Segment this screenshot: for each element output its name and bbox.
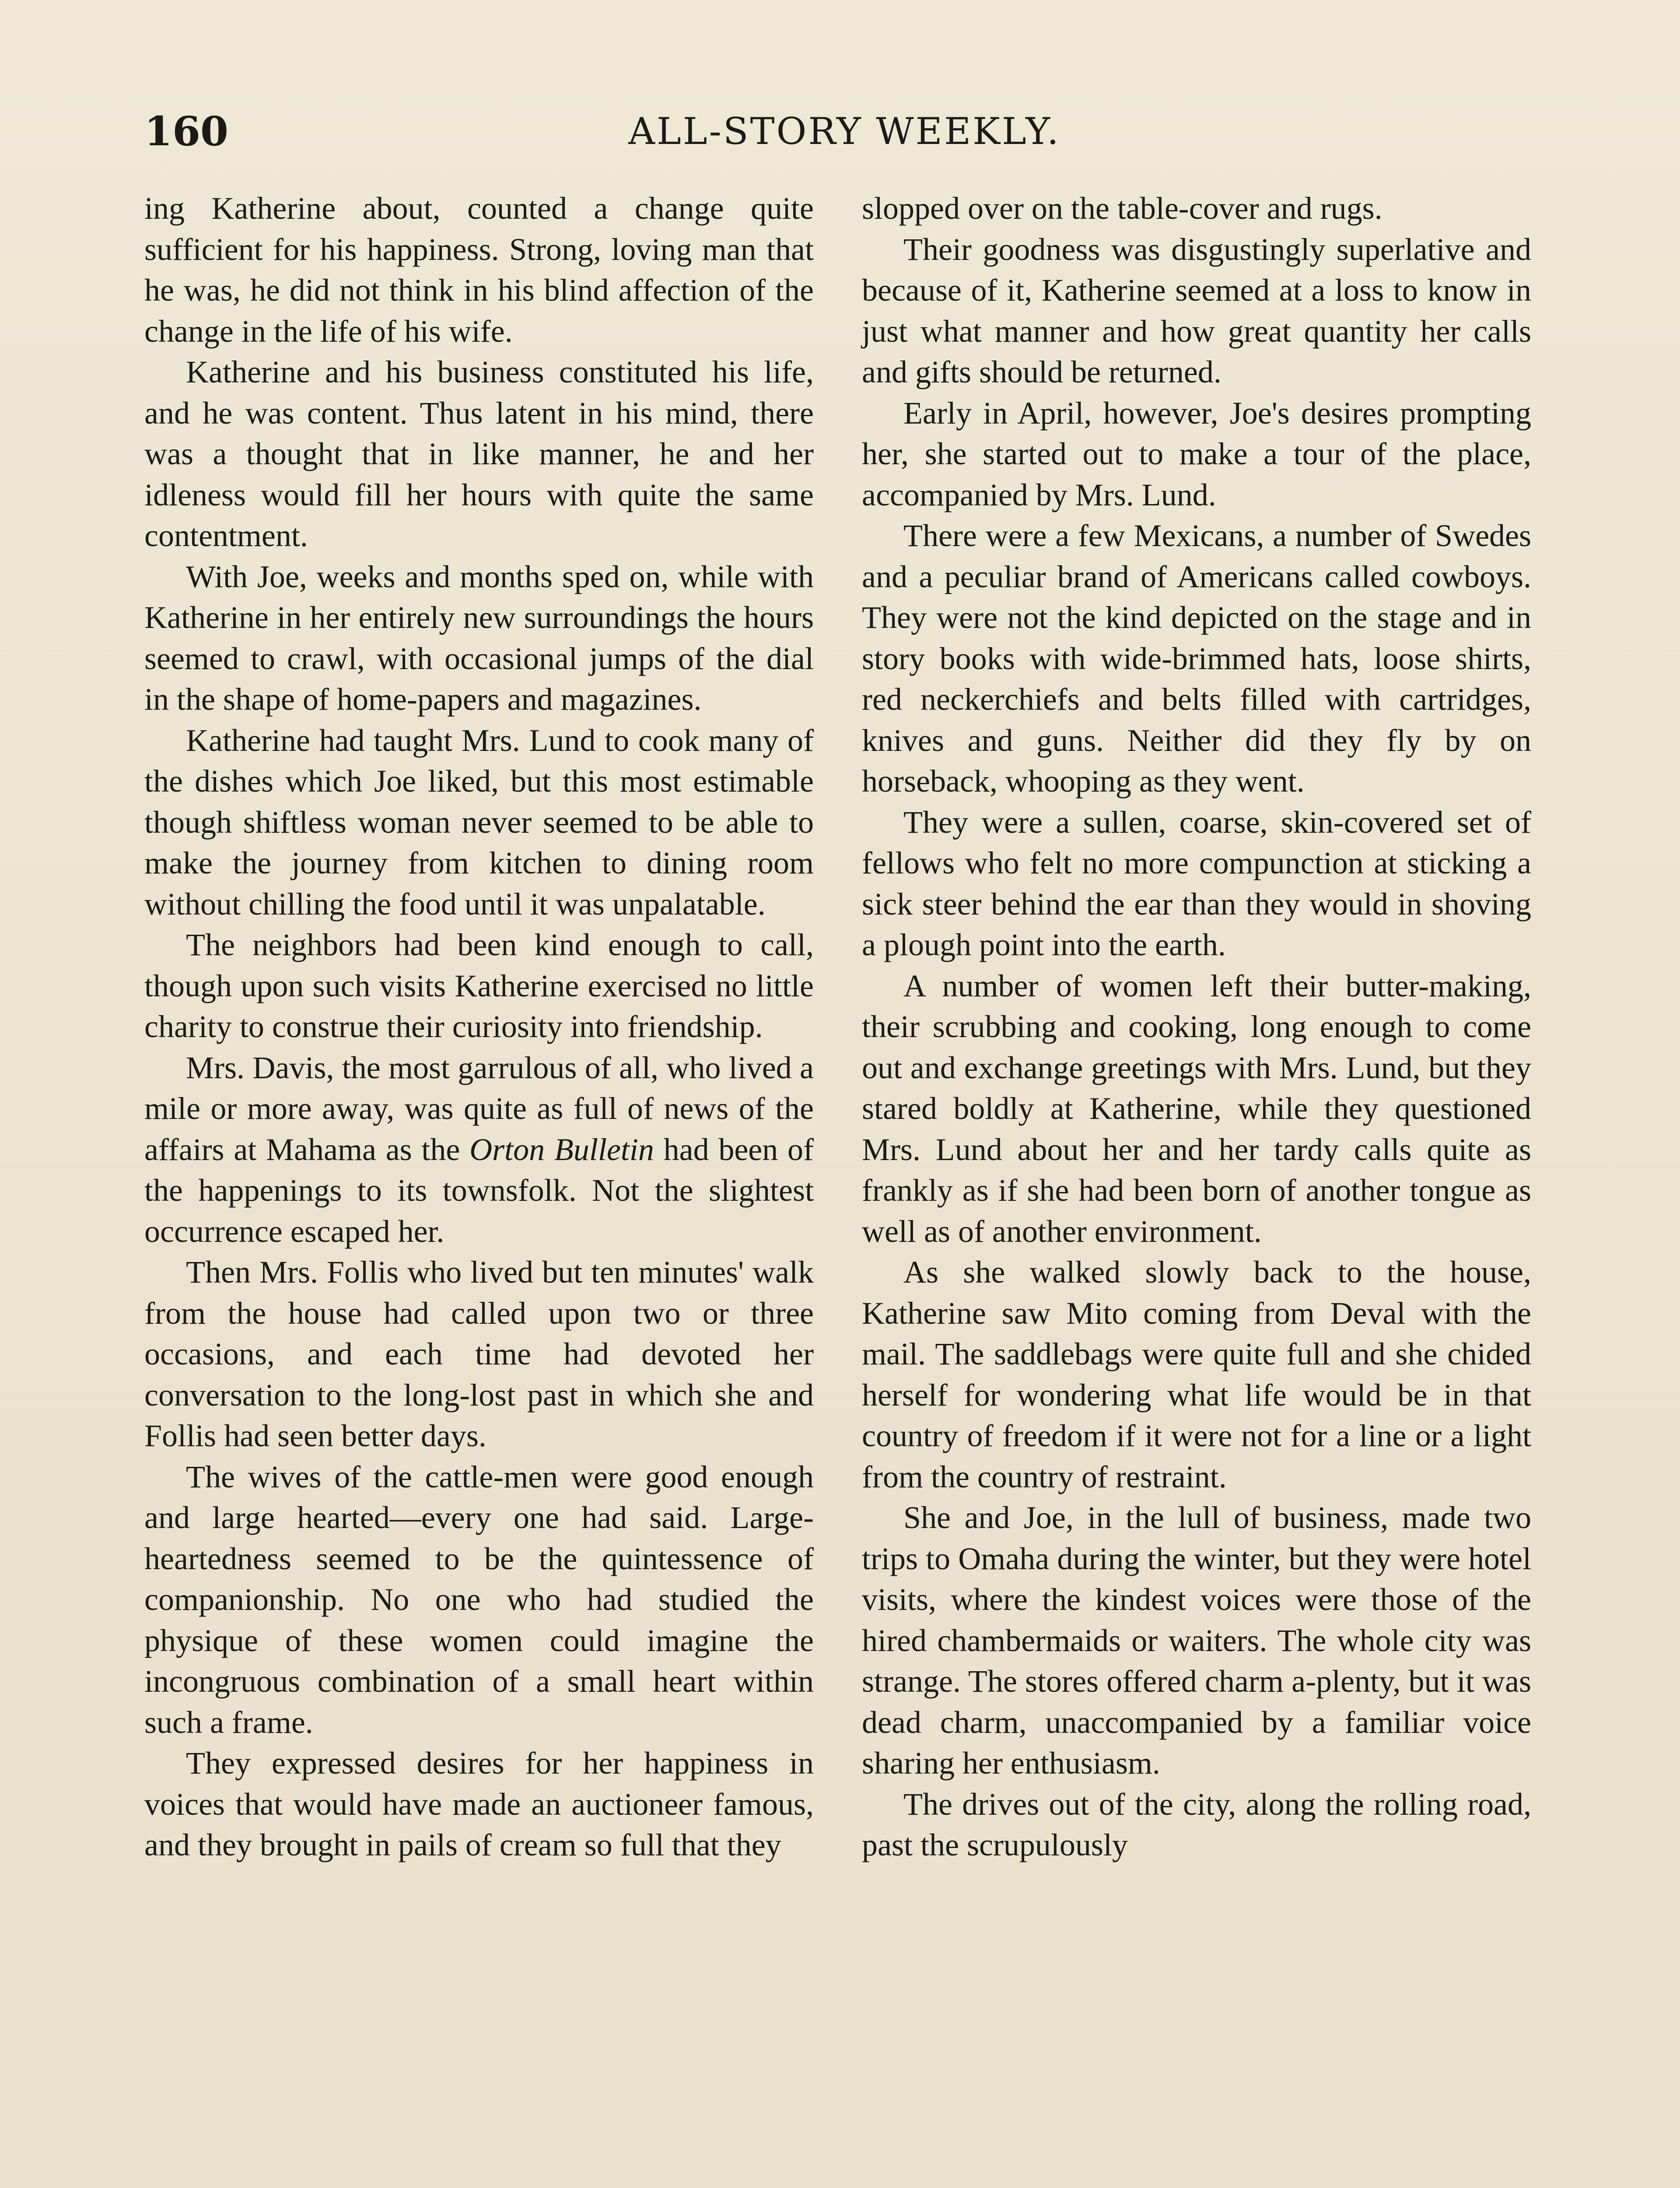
page-header — [144, 101, 1544, 162]
paragraph: As she walked slowly back to the house, Katherine saw Mito coming from Deval with the mail. The saddlebags were quite full and she chided herself for wondering what life would be in that country of freedom if it were not for a line or a light from the country of restraint. — [862, 1255, 1531, 1494]
paragraph: She and Joe, in the lull of business, made two trips to Omaha during the winter, but they were hotel visits, where the kindest voices were those of the hired chambermaids or waiters. The whole city was strange. The stores offered charm a-plenty, but it was dead charm, unaccompanied by a familiar voice sharing her enthusiasm. — [862, 1500, 1531, 1781]
paragraph: slopped over on the table-cover and rugs. — [862, 191, 1382, 226]
paragraph: Then Mrs. Follis who lived but ten minutes' walk from the house had called upon two or three occasions, and each time had devoted her conversation to the long-lost past in which she and Follis had seen better days. — [144, 1255, 814, 1453]
newspaper-title: Orton Bulletin — [469, 1132, 654, 1167]
paragraph: Their goodness was disgustingly superlative and because of it, Katherine seemed at a loss to know in just what manner and how great quantity her calls and gifts should be returned. — [862, 231, 1531, 389]
paragraph: A number of women left their butter-making, their scrubbing and cooking, long enough to come out and exchange greetings with Mrs. Lund, but they stared boldly at Katherine, while they questioned Mrs. Lund about her and her tardy calls quite as frankly as if she had been born of another tongue as well as of another environment. — [862, 968, 1531, 1249]
paragraph: Katherine had taught Mrs. Lund to cook many of the dishes which Joe liked, but this most estimable though shiftless woman never seemed to be able to make the journey from kitchen to dining room without chilling the food until it was unpalatable. — [144, 722, 814, 922]
paragraph: The drives out of the city, along the rolling road, past the scrupulously — [862, 1786, 1531, 1862]
right-column — [862, 188, 1531, 1866]
paragraph: With Joe, weeks and months sped on, while with Katherine in her entirely new surroundings the hours seemed to crawl, with occasional jumps of the dial in the shape of home-papers and magazines. — [144, 559, 814, 717]
paragraph: The neighbors had been kind enough to call, though upon such visits Katherine exercised no little charity to construe their curiosity into friendship. — [144, 927, 814, 1044]
paragraph: There were a few Mexicans, a number of Swedes and a peculiar brand of Americans called cowboys. They were not the kind depicted on the stage and in story books with wide-brimmed hats, loose shirts, red neckerchiefs and belts filled with cartridges, knives and guns. Neither did they fly by on horseback, whooping as they went. — [862, 518, 1531, 799]
paragraph — [144, 1048, 814, 1252]
paragraph: ing Katherine about, counted a change quite sufficient for his happiness. Strong, loving man that he was, he did not think in his blind affection of the change in the life of his wife. — [144, 191, 814, 349]
paragraph: Katherine and his business constituted his life, and he was content. Thus latent in his mind, there was a thought that in like manner, he and her idleness would fill her hours with quite the same contentment. — [144, 354, 814, 553]
paragraph: They were a sullen, coarse, skin-covered set of fellows who felt no more compunction at sticking a sick steer behind the ear than they would in shoving a plough point into the earth. — [862, 804, 1531, 962]
paragraph-text: had been of the happenings to its townsfolk. Not the slightest occurrence escaped her. — [144, 1132, 814, 1249]
page-number: 160 — [144, 108, 229, 155]
paragraph: They expressed desires for her happiness in voices that would have made an auctioneer famous, and they brought in pails of cream so full that they — [144, 1746, 814, 1862]
left-column — [144, 188, 814, 1866]
paragraph: Early in April, however, Joe's desires prompting her, she started out to make a tour of the place, accompanied by Mrs. Lund. — [862, 395, 1531, 512]
running-title: ALL-STORY WEEKLY. — [628, 110, 1060, 153]
paragraph: The wives of the cattle-men were good enough and large hearted—every one had said. Large-heartedness seemed to be the quintessence of companionship. No one who had studied the physique of these women could imagine the incongruous combination of a small heart within such a frame. — [144, 1459, 814, 1740]
paragraph-text: Mrs. Davis, the most garrulous of all, who lived a mile or more away, was quite as full of news of the affairs at Mahama as the — [144, 1050, 814, 1167]
